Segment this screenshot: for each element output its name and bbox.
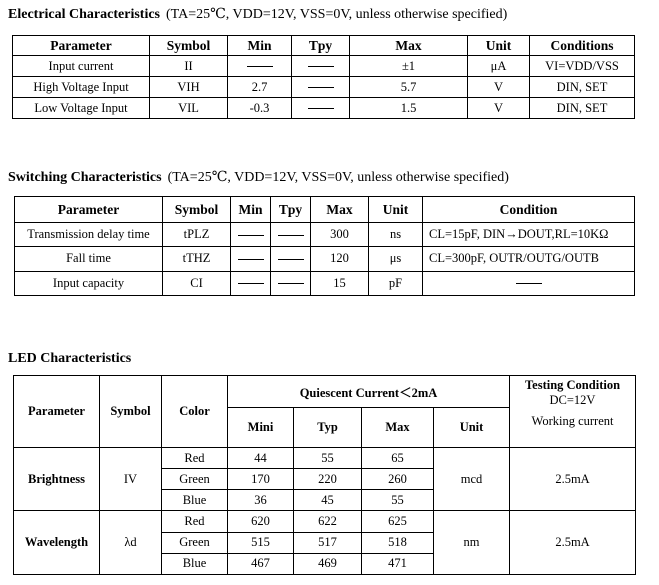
cell-symbol: tTHZ xyxy=(163,247,231,271)
cell-unit: V xyxy=(468,77,530,98)
cell-parameter: High Voltage Input xyxy=(13,77,150,98)
testing-condition-header xyxy=(510,376,636,448)
cell-conditions xyxy=(423,271,635,295)
table-row xyxy=(15,271,635,295)
cell-unit: pF xyxy=(369,271,423,295)
dash-mark xyxy=(308,87,334,88)
cell-mini: 36 xyxy=(228,490,294,511)
col-header: Max xyxy=(311,197,369,223)
dash-mark xyxy=(278,235,304,236)
cell-max: 300 xyxy=(311,223,369,247)
switching-title-text: Switching Characteristics xyxy=(8,170,162,185)
led-title xyxy=(8,351,131,367)
col-header: Max xyxy=(362,408,434,448)
col-header: Symbol xyxy=(100,376,162,448)
cell-min xyxy=(231,271,271,295)
cell-parameter: Input current xyxy=(13,56,150,77)
cell-symbol: IV xyxy=(100,448,162,511)
cell-parameter: Wavelength xyxy=(14,511,100,575)
table-row xyxy=(14,448,636,469)
cell-parameter: Low Voltage Input xyxy=(13,98,150,119)
col-header: Tpy xyxy=(292,36,350,56)
cell-color: Green xyxy=(162,469,228,490)
col-header: Parameter xyxy=(14,376,100,448)
cell-max: 625 xyxy=(362,511,434,532)
col-header: Color xyxy=(162,376,228,448)
cell-typ xyxy=(271,223,311,247)
col-header: Unit xyxy=(369,197,423,223)
cell-symbol: II xyxy=(150,56,228,77)
cell-parameter: Fall time xyxy=(15,247,163,271)
led-title-text: LED Characteristics xyxy=(8,351,132,366)
dash-mark xyxy=(308,66,334,67)
cell-mini: 170 xyxy=(228,469,294,490)
cell-mini: 620 xyxy=(228,511,294,532)
col-header: Max xyxy=(350,36,468,56)
table-row xyxy=(15,247,635,271)
cell-conditions: DIN, SET xyxy=(530,98,635,119)
col-header: Min xyxy=(228,36,292,56)
switching-table xyxy=(14,196,635,296)
cell-mini: 467 xyxy=(228,553,294,574)
cell-typ: 517 xyxy=(294,532,362,553)
cell-typ: 622 xyxy=(294,511,362,532)
cell-max: 120 xyxy=(311,247,369,271)
cell-max: 1.5 xyxy=(350,98,468,119)
cell-color: Green xyxy=(162,532,228,553)
switching-conditions: (TA=25℃, VDD=12V, VSS=0V, unless otherwise specified) xyxy=(167,170,509,185)
cell-color: Blue xyxy=(162,490,228,511)
cell-typ: 55 xyxy=(294,448,362,469)
cell-conditions: CL=300pF, OUTR/OUTG/OUTB xyxy=(423,247,635,271)
dash-mark xyxy=(238,283,264,284)
cell-typ xyxy=(292,56,350,77)
table-row xyxy=(14,511,636,532)
cell-parameter: Transmission delay time xyxy=(15,223,163,247)
cell-testing: 2.5mA xyxy=(510,511,636,575)
col-header: Symbol xyxy=(163,197,231,223)
cell-typ: 469 xyxy=(294,553,362,574)
col-header: Tpy xyxy=(271,197,311,223)
col-header: Unit xyxy=(468,36,530,56)
cell-conditions: VI=VDD/VSS xyxy=(530,56,635,77)
dash-mark xyxy=(238,259,264,260)
electrical-title xyxy=(8,6,507,23)
switching-title xyxy=(8,169,509,186)
cell-max: 260 xyxy=(362,469,434,490)
testing-line: Testing Condition xyxy=(524,378,621,392)
testing-line: DC=12V xyxy=(549,393,596,407)
table-row xyxy=(13,98,635,119)
cell-unit: μs xyxy=(369,247,423,271)
cell-typ xyxy=(271,247,311,271)
cell-symbol: VIL xyxy=(150,98,228,119)
cell-max: 5.7 xyxy=(350,77,468,98)
cell-conditions: CL=15pF, DIN→DOUT,RL=10KΩ xyxy=(423,223,635,247)
testing-line: Working current xyxy=(531,414,614,428)
table-row xyxy=(15,223,635,247)
cell-typ: 45 xyxy=(294,490,362,511)
cell-color: Red xyxy=(162,448,228,469)
col-header: Quiescent Current＜2mA xyxy=(228,376,510,408)
cell-max: 518 xyxy=(362,532,434,553)
cell-mini: 515 xyxy=(228,532,294,553)
cell-parameter: Input capacity xyxy=(15,271,163,295)
dash-mark xyxy=(278,283,304,284)
dash-mark xyxy=(516,283,542,284)
cell-min: -0.3 xyxy=(228,98,292,119)
col-header: Parameter xyxy=(13,36,150,56)
cell-max: 55 xyxy=(362,490,434,511)
cell-symbol: λd xyxy=(100,511,162,575)
cell-unit: V xyxy=(468,98,530,119)
col-header: Mini xyxy=(228,408,294,448)
cell-max: 65 xyxy=(362,448,434,469)
cell-typ xyxy=(271,271,311,295)
cell-testing: 2.5mA xyxy=(510,448,636,511)
cell-unit: nm xyxy=(434,511,510,575)
electrical-title-text: Electrical Characteristics xyxy=(8,7,160,22)
cell-max: 471 xyxy=(362,553,434,574)
electrical-conditions: (TA=25℃, VDD=12V, VSS=0V, unless otherwise specified) xyxy=(166,7,508,22)
col-header: Symbol xyxy=(150,36,228,56)
cell-color: Red xyxy=(162,511,228,532)
col-header: Condition xyxy=(423,197,635,223)
dash-mark xyxy=(278,259,304,260)
cell-min xyxy=(231,223,271,247)
cell-min: 2.7 xyxy=(228,77,292,98)
cell-unit: μA xyxy=(468,56,530,77)
cell-min xyxy=(228,56,292,77)
dash-mark xyxy=(308,108,334,109)
col-header: Typ xyxy=(294,408,362,448)
cell-symbol: CI xyxy=(163,271,231,295)
dash-mark xyxy=(247,66,273,67)
cell-mini: 44 xyxy=(228,448,294,469)
cell-symbol: VIH xyxy=(150,77,228,98)
cell-max: 15 xyxy=(311,271,369,295)
electrical-table xyxy=(12,35,635,119)
cell-typ xyxy=(292,98,350,119)
table-row xyxy=(13,77,635,98)
table-row xyxy=(13,56,635,77)
cell-color: Blue xyxy=(162,553,228,574)
col-header: Parameter xyxy=(15,197,163,223)
dash-mark xyxy=(238,235,264,236)
cell-typ: 220 xyxy=(294,469,362,490)
col-header: Unit xyxy=(434,408,510,448)
cell-typ xyxy=(292,77,350,98)
cell-min xyxy=(231,247,271,271)
led-table xyxy=(13,375,636,575)
cell-parameter: Brightness xyxy=(14,448,100,511)
col-header: Conditions xyxy=(530,36,635,56)
col-header: Min xyxy=(231,197,271,223)
cell-max: ±1 xyxy=(350,56,468,77)
cell-conditions: DIN, SET xyxy=(530,77,635,98)
cell-unit: ns xyxy=(369,223,423,247)
cell-symbol: tPLZ xyxy=(163,223,231,247)
cell-unit: mcd xyxy=(434,448,510,511)
